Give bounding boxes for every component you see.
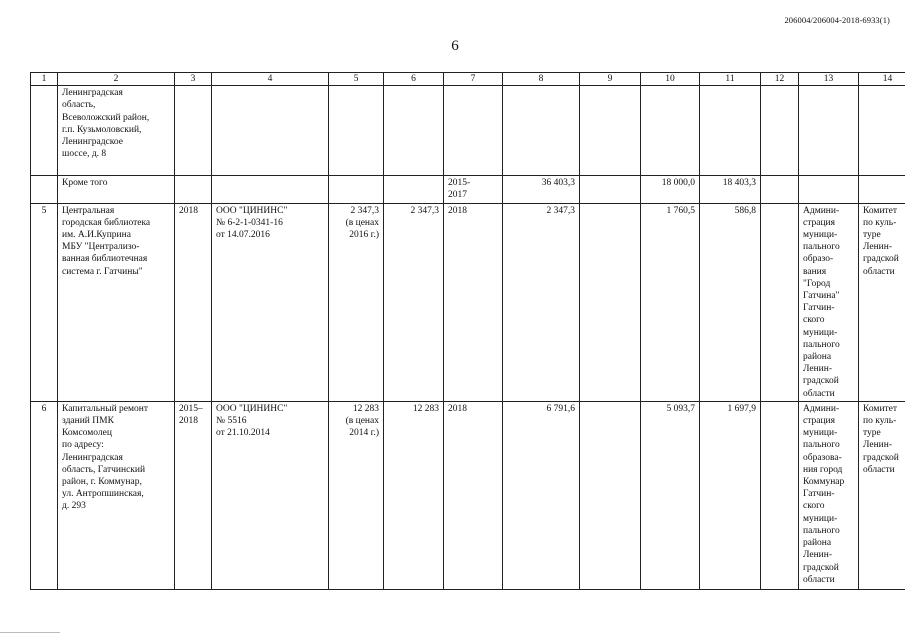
row-number-cell: 6 [31,401,58,589]
amount-cell: 586,8 [700,203,761,401]
row-number-cell [31,86,58,176]
table-cell [503,86,580,176]
table-cell [212,176,329,203]
period-cell: 2018 [444,401,503,589]
object-name-cell: Ленинградская область, Всеволожский район, г.п. Кузьмоловский, Ленинградское шоссе, д. 8 [58,86,175,176]
table-cell [444,86,503,176]
table-cell [580,86,641,176]
column-header: 7 [444,73,503,86]
table-row-5 [31,203,905,401]
table-cell [859,176,905,203]
table-cell [175,86,212,176]
row-number-cell: 5 [31,203,58,401]
table-row-address-continuation [31,86,905,176]
column-header: 9 [580,73,641,86]
customer-cell: Админи- страция муници- пального образова- ния город Коммунар Гатчин- ского муници- пального района Ленин- градской области [799,401,859,589]
column-header: 8 [503,73,580,86]
table-cell [329,86,384,176]
table-cell [175,176,212,203]
table-cell [580,401,641,589]
column-header: 6 [384,73,444,86]
table-cell [700,86,761,176]
year-cell: 2018 [175,203,212,401]
period-cell: 2018 [444,203,503,401]
year-cell: 2015– 2018 [175,401,212,589]
amount-cell: 1 760,5 [641,203,700,401]
column-header: 2 [58,73,175,86]
estimated-cost-cell: 2 347,3 (в ценах 2016 г.) [329,203,384,401]
table-cell [761,203,799,401]
table-cell [329,176,384,203]
administrator-cell: Комитет по куль- туре Ленин- градской области [859,203,905,401]
period-cell: 2015- 2017 [444,176,503,203]
row-number-cell [31,176,58,203]
column-header: 10 [641,73,700,86]
column-header: 3 [175,73,212,86]
investment-table [30,72,905,590]
amount-cell: 6 791,6 [503,401,580,589]
table-cell [212,86,329,176]
amount-cell: 12 283 [384,401,444,589]
table-row-6 [31,401,905,589]
amount-cell: 36 403,3 [503,176,580,203]
table-cell [799,176,859,203]
column-header: 13 [799,73,859,86]
expertise-cell: ООО "ЦИНИНС" № 6-2-1-0341-16 от 14.07.2016 [212,203,329,401]
customer-cell: Админи- страция муници- пального образо- вания "Город Гатчина" Гатчин- ского муници- пального района Ленин- градской области [799,203,859,401]
table-row-besides [31,176,905,203]
column-header: 14 [859,73,905,86]
column-header: 12 [761,73,799,86]
page-number: 6 [451,38,459,54]
table-cell [641,86,700,176]
amount-cell: 1 697,9 [700,401,761,589]
table-cell [384,86,444,176]
object-name-cell: Кроме того [58,176,175,203]
administrator-cell: Комитет по куль- туре Ленин- градской области [859,401,905,589]
estimated-cost-cell: 12 283 (в ценах 2014 г.) [329,401,384,589]
column-number-header [31,73,905,86]
document-number: 206004/206004-2018-6933(1) [784,15,890,25]
object-name-cell: Капитальный ремонт зданий ПМК Комсомолец по адресу: Ленинградская область, Гатчинский район, г. Коммунар, ул. Антропшинская, д. 293 [58,401,175,589]
table-cell [761,86,799,176]
column-header: 4 [212,73,329,86]
table-cell [384,176,444,203]
amount-cell: 18 403,3 [700,176,761,203]
amount-cell: 2 347,3 [503,203,580,401]
column-header: 5 [329,73,384,86]
amount-cell: 2 347,3 [384,203,444,401]
amount-cell: 18 000,0 [641,176,700,203]
expertise-cell: ООО "ЦИНИНС" № 5516 от 21.10.2014 [212,401,329,589]
table-cell [761,176,799,203]
column-header: 11 [700,73,761,86]
object-name-cell: Центральная городская библиотека им. А.И.Куприна МБУ "Централизо- ванная библиотечная система г. Гатчины" [58,203,175,401]
table-cell [859,86,905,176]
column-header: 1 [31,73,58,86]
table-cell [580,176,641,203]
page-edge-line [0,632,60,633]
table-cell [799,86,859,176]
table-cell [761,401,799,589]
table-cell [580,203,641,401]
amount-cell: 5 093,7 [641,401,700,589]
